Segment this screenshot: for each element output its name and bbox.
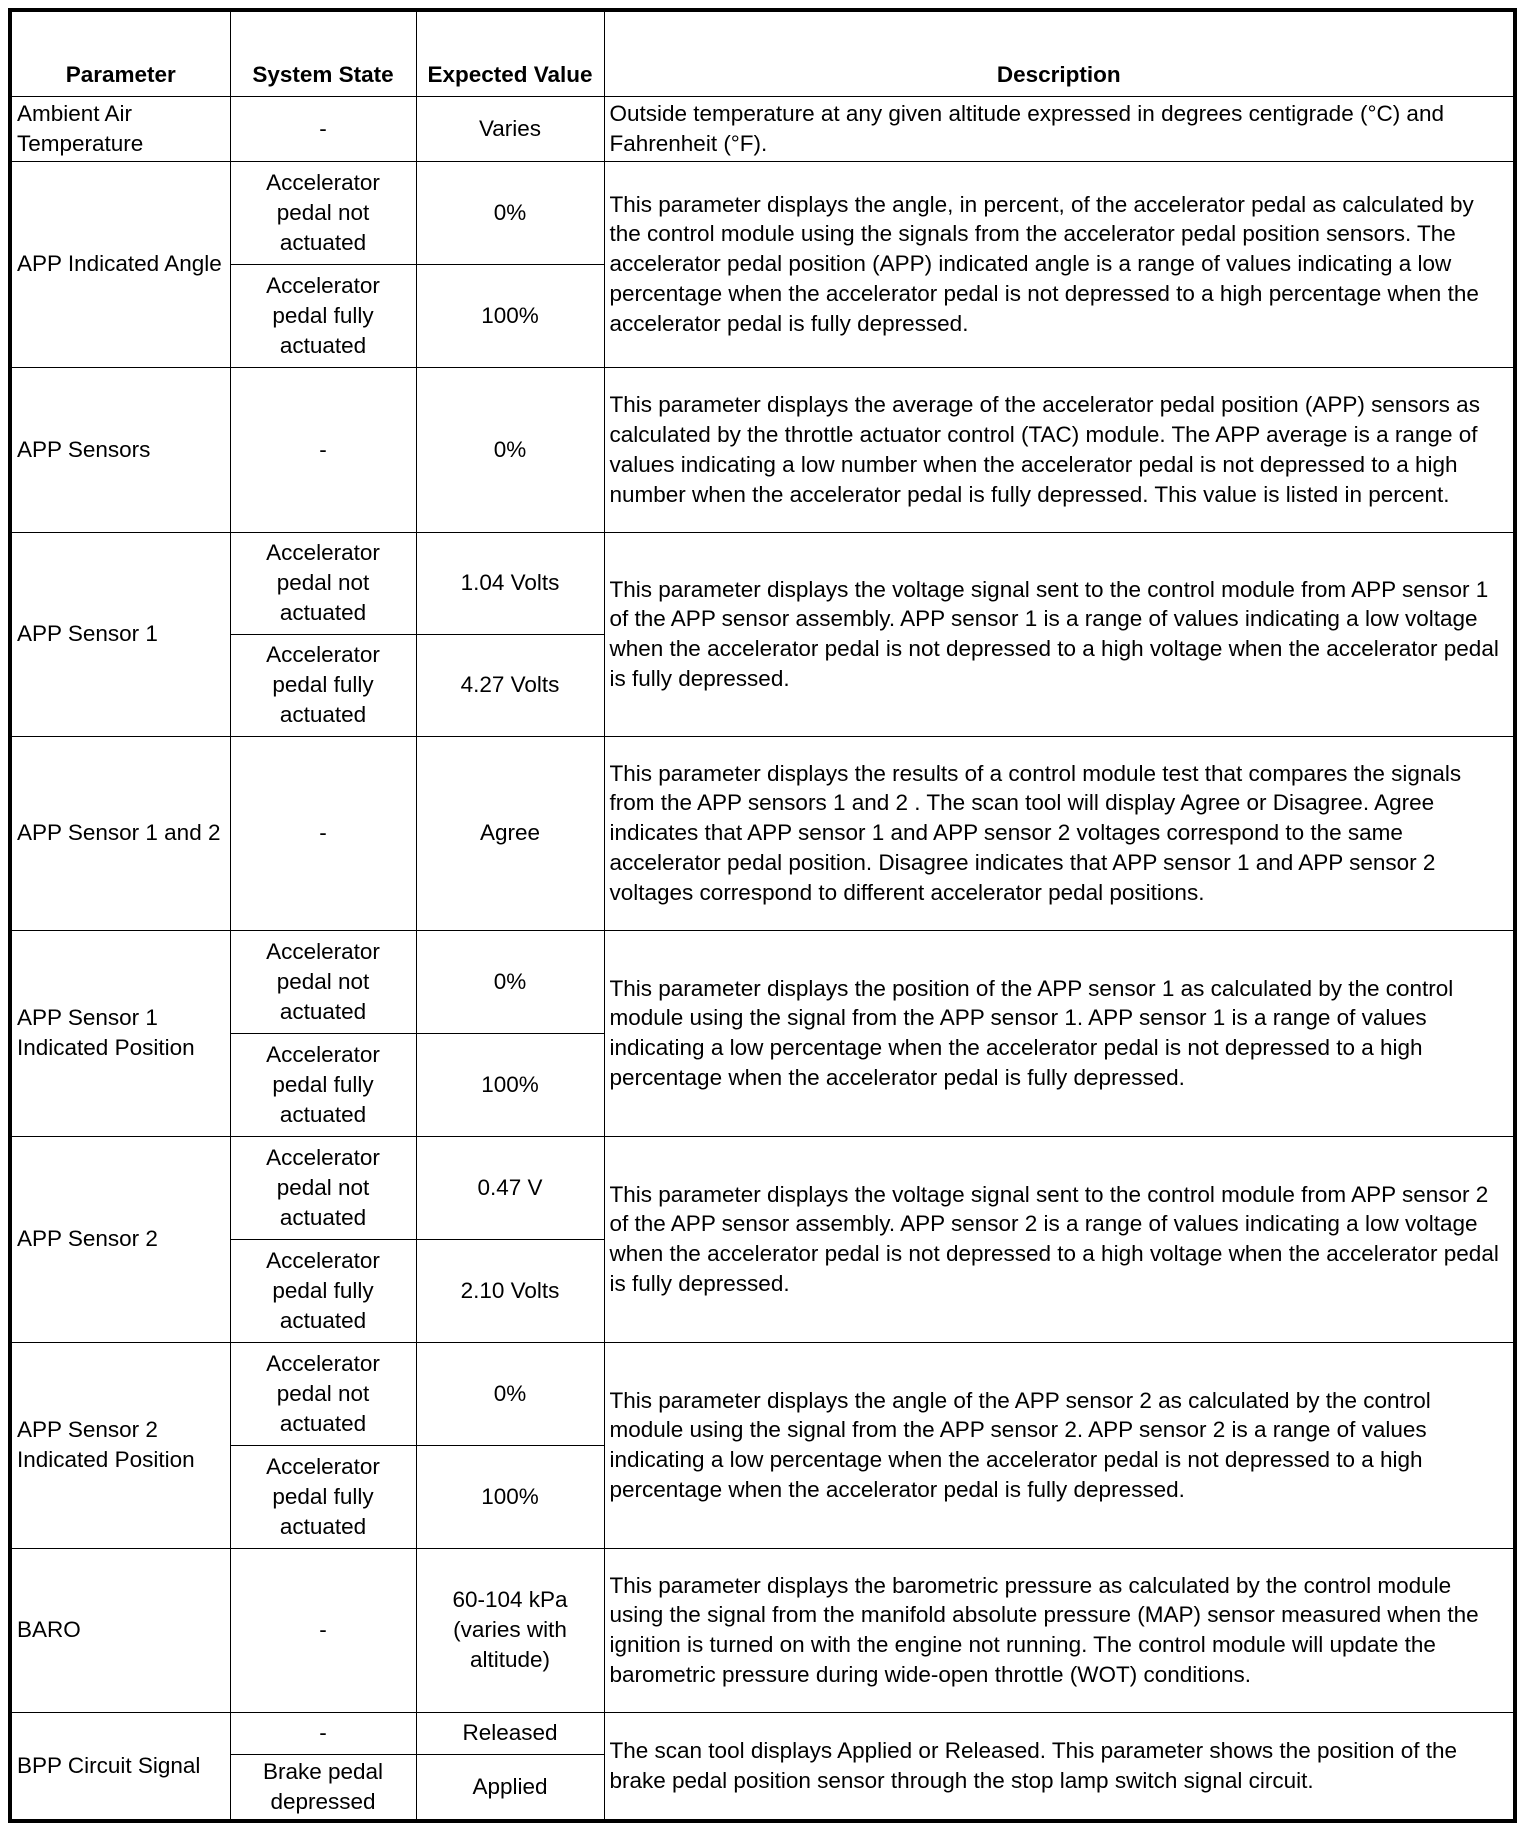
expected-value: 4.27 Volts: [416, 634, 604, 736]
system-state: Accelerator pedal not actuated: [230, 930, 416, 1033]
description: This parameter displays the voltage signal sent to the control module from APP sensor 2 of the APP sensor assembly. APP sensor 2 is a range of values indicating a low voltage when the accelerator pedal is not depressed to a high voltage when the accelerator pedal is fully depressed.: [604, 1136, 1515, 1342]
description: This parameter displays the average of the accelerator pedal position (APP) sensors as calculated by the throttle actuator control (TAC) module. The APP average is a range of values indicating a low number when the accelerator pedal is not depressed to a high number when the accelerator pedal is fully depressed. This value is listed in percent.: [604, 367, 1515, 532]
header-description: Description: [604, 10, 1515, 97]
system-state: -: [230, 1712, 416, 1754]
expected-value: 0%: [416, 930, 604, 1033]
expected-value: Applied: [416, 1754, 604, 1820]
system-state: -: [230, 1548, 416, 1712]
parameter-name: APP Sensor 2 Indicated Position: [10, 1342, 230, 1548]
table-row: [10, 367, 1515, 532]
table-row: [10, 97, 1515, 162]
table-row: [10, 1342, 1515, 1445]
table-row: [10, 532, 1515, 634]
expected-value: Released: [416, 1712, 604, 1754]
expected-value: 0%: [416, 367, 604, 532]
table-row: [10, 161, 1515, 264]
expected-value: 60-104 kPa (varies with altitude): [416, 1548, 604, 1712]
expected-value: Varies: [416, 97, 604, 162]
expected-value: 2.10 Volts: [416, 1239, 604, 1342]
expected-value: 0%: [416, 161, 604, 264]
system-state: -: [230, 367, 416, 532]
expected-value: 100%: [416, 1033, 604, 1136]
parameter-name: BPP Circuit Signal: [10, 1712, 230, 1820]
table-row: [10, 736, 1515, 930]
system-state: Accelerator pedal fully actuated: [230, 1445, 416, 1548]
system-state: Accelerator pedal fully actuated: [230, 634, 416, 736]
parameter-name: APP Sensor 1 Indicated Position: [10, 930, 230, 1136]
system-state: -: [230, 736, 416, 930]
system-state: Accelerator pedal not actuated: [230, 1136, 416, 1239]
header-expected-value: Expected Value: [416, 10, 604, 97]
parameter-name: Ambient Air Temperature: [10, 97, 230, 162]
description: This parameter displays the position of the APP sensor 1 as calculated by the control module using the signal from the APP sensor 1. APP sensor 1 is a range of values indicating a low percentage when the accelerator pedal is not depressed to a high percentage when the accelerator pedal is fully depressed.: [604, 930, 1515, 1136]
table-row: [10, 930, 1515, 1033]
expected-value: 0%: [416, 1342, 604, 1445]
expected-value: 1.04 Volts: [416, 532, 604, 634]
expected-value: 0.47 V: [416, 1136, 604, 1239]
system-state: Accelerator pedal fully actuated: [230, 1033, 416, 1136]
parameter-table: [8, 8, 1517, 1823]
system-state: -: [230, 97, 416, 162]
header-row: [10, 10, 1515, 97]
description: This parameter displays the voltage signal sent to the control module from APP sensor 1 of the APP sensor assembly. APP sensor 1 is a range of values indicating a low voltage when the accelerator pedal is not depressed to a high voltage when the accelerator pedal is fully depressed.: [604, 532, 1515, 736]
system-state: Accelerator pedal not actuated: [230, 161, 416, 264]
parameter-name: APP Indicated Angle: [10, 161, 230, 367]
system-state: Accelerator pedal not actuated: [230, 1342, 416, 1445]
parameter-name: APP Sensors: [10, 367, 230, 532]
system-state: Accelerator pedal not actuated: [230, 532, 416, 634]
system-state: Brake pedal depressed: [230, 1754, 416, 1820]
parameter-name: BARO: [10, 1548, 230, 1712]
expected-value: 100%: [416, 264, 604, 367]
description: Outside temperature at any given altitude expressed in degrees centigrade (°C) and Fahrenheit (°F).: [604, 97, 1515, 162]
parameter-name: APP Sensor 1 and 2: [10, 736, 230, 930]
table-row: [10, 1548, 1515, 1712]
description: This parameter displays the angle, in percent, of the accelerator pedal as calculated by the control module using the signals from the accelerator pedal position sensors. The accelerator pedal position (APP) indicated angle is a range of values indicating a low percentage when the accelerator pedal is not depressed to a high percentage when the accelerator pedal is fully depressed.: [604, 161, 1515, 367]
expected-value: 100%: [416, 1445, 604, 1548]
system-state: Accelerator pedal fully actuated: [230, 1239, 416, 1342]
table-row: [10, 1712, 1515, 1754]
header-parameter: Parameter: [10, 10, 230, 97]
description: The scan tool displays Applied or Released. This parameter shows the position of the brake pedal position sensor through the stop lamp switch signal circuit.: [604, 1712, 1515, 1820]
header-system-state: System State: [230, 10, 416, 97]
parameter-name: APP Sensor 2: [10, 1136, 230, 1342]
description: This parameter displays the barometric pressure as calculated by the control module using the signal from the manifold absolute pressure (MAP) sensor measured when the ignition is turned on with the engine not running. The control module will update the barometric pressure during wide-open throttle (WOT) conditions.: [604, 1548, 1515, 1712]
system-state: Accelerator pedal fully actuated: [230, 264, 416, 367]
table-row: [10, 1136, 1515, 1239]
expected-value: Agree: [416, 736, 604, 930]
description: This parameter displays the angle of the APP sensor 2 as calculated by the control module using the signal from the APP sensor 2. APP sensor 2 is a range of values indicating a low percentage when the accelerator pedal is not depressed to a high percentage when the accelerator pedal is fully depressed.: [604, 1342, 1515, 1548]
description: This parameter displays the results of a control module test that compares the signals from the APP sensors 1 and 2 . The scan tool will display Agree or Disagree. Agree indicates that APP sensor 1 and APP sensor 2 voltages correspond to the same accelerator pedal position. Disagree indicates that APP sensor 1 and APP sensor 2 voltages correspond to different accelerator pedal positions.: [604, 736, 1515, 930]
parameter-name: APP Sensor 1: [10, 532, 230, 736]
